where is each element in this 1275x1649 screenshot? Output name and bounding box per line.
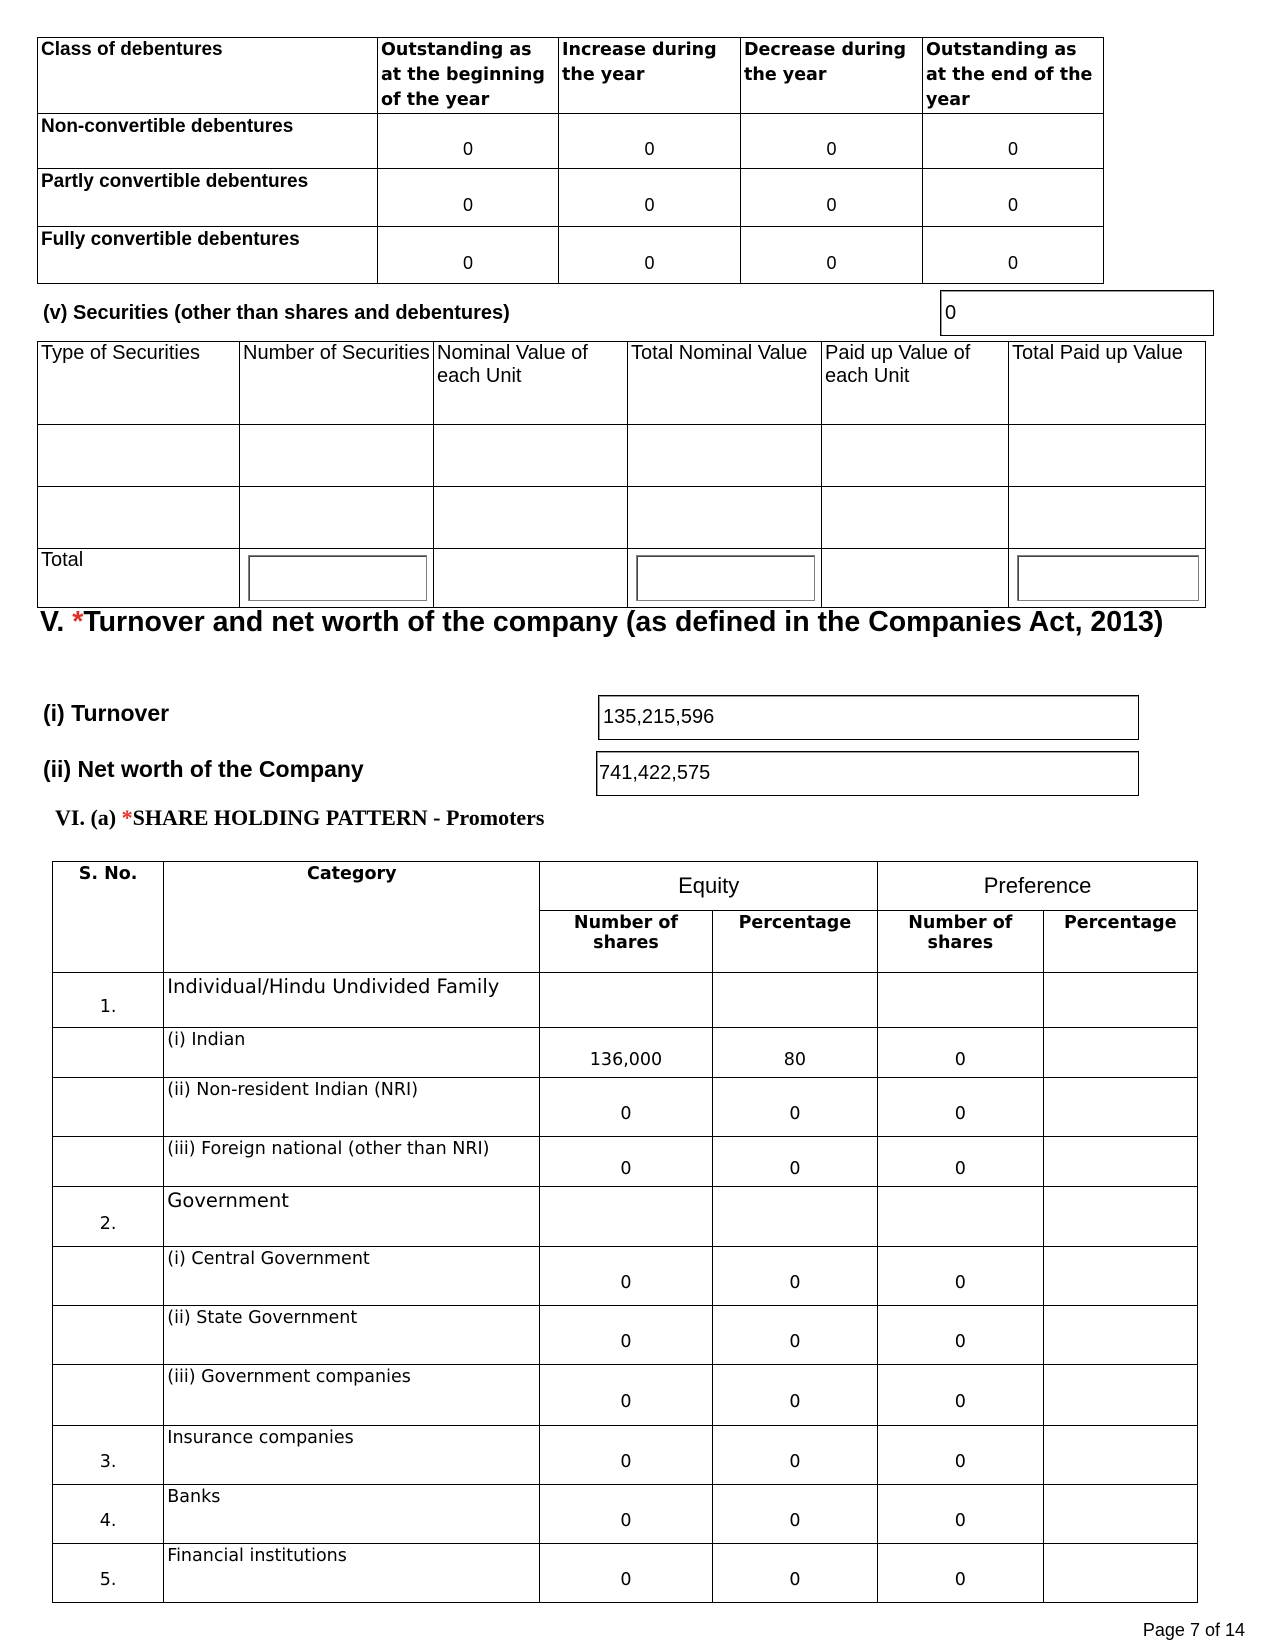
paid-up-value-header: Paid up Value of each Unit — [822, 342, 1009, 425]
equity-percentage-cell: 80 — [712, 1028, 877, 1078]
sno-cell — [53, 1306, 164, 1365]
net-worth-field[interactable]: 741,422,575 — [596, 751, 1139, 796]
sno-cell — [53, 1247, 164, 1306]
debenture-value: 0 — [923, 114, 1104, 169]
turnover-section-heading — [40, 606, 1163, 639]
pref-percentage-cell — [1043, 1426, 1197, 1485]
debenture-value: 0 — [559, 114, 741, 169]
total-paid-up-value-field[interactable] — [1017, 555, 1199, 601]
table-row — [53, 1028, 1198, 1078]
pref-percentage-header: Percentage — [1043, 911, 1197, 973]
sno-cell — [53, 1028, 164, 1078]
securities-cell — [434, 549, 628, 608]
total-nominal-cell — [628, 549, 822, 608]
required-star: * — [121, 805, 133, 830]
equity-percentage-cell: 0 — [712, 1544, 877, 1603]
securities-total-row — [38, 549, 1206, 608]
net-worth-label: (ii) Net worth of the Company — [43, 756, 364, 782]
debenture-class-label: Non-convertible debentures — [38, 114, 378, 169]
equity-percentage-cell: 0 — [712, 1485, 877, 1544]
securities-cell[interactable] — [434, 487, 628, 549]
pref-shares-cell — [878, 1187, 1043, 1247]
sno-cell: 5. — [53, 1544, 164, 1603]
category-cell: Financial institutions — [164, 1544, 540, 1603]
total-nominal-value-header: Total Nominal Value — [628, 342, 822, 425]
sno-cell: 2. — [53, 1187, 164, 1247]
category-cell: (iii) Foreign national (other than NRI) — [164, 1137, 540, 1187]
turnover-field[interactable]: 135,215,596 — [598, 695, 1139, 740]
category-cell: Insurance companies — [164, 1426, 540, 1485]
securities-cell[interactable] — [628, 425, 822, 487]
debenture-value: 0 — [741, 169, 923, 227]
debenture-value: 0 — [378, 169, 559, 227]
table-row — [38, 425, 1206, 487]
equity-shares-cell: 0 — [540, 1544, 712, 1603]
debenture-value: 0 — [741, 227, 923, 284]
turnover-label: (i) Turnover — [43, 700, 170, 726]
debenture-value: 0 — [378, 227, 559, 284]
equity-shares-cell: 0 — [540, 1247, 712, 1306]
equity-percentage-cell: 0 — [712, 1365, 877, 1426]
pref-shares-cell: 0 — [878, 1544, 1043, 1603]
outstanding-beginning-header: Outstanding as at the beginning of the year — [378, 38, 559, 114]
debenture-value: 0 — [923, 169, 1104, 227]
pref-shares-cell: 0 — [878, 1426, 1043, 1485]
debenture-value: 0 — [559, 227, 741, 284]
total-number-cell — [240, 549, 434, 608]
equity-shares-cell — [540, 973, 712, 1028]
total-paid-up-cell — [1009, 549, 1206, 608]
shareholding-heading — [55, 805, 545, 831]
category-cell: Government — [164, 1187, 540, 1247]
pref-shares-cell: 0 — [878, 1306, 1043, 1365]
debenture-class-header: Class of debentures — [38, 38, 378, 114]
debenture-class-label: Fully convertible debentures — [38, 227, 378, 284]
category-header: Category — [164, 862, 540, 973]
table-row — [53, 1365, 1198, 1426]
securities-cell — [822, 549, 1009, 608]
securities-cell[interactable] — [822, 425, 1009, 487]
pref-shares-cell: 0 — [878, 1247, 1043, 1306]
pref-shares-cell: 0 — [878, 1028, 1043, 1078]
table-row — [38, 114, 1104, 169]
equity-percentage-cell — [712, 973, 877, 1028]
securities-cell[interactable] — [434, 425, 628, 487]
debenture-value: 0 — [559, 169, 741, 227]
category-cell: Individual/Hindu Undivided Family — [164, 973, 540, 1028]
nominal-value-header: Nominal Value of each Unit — [434, 342, 628, 425]
pref-percentage-cell — [1043, 1365, 1197, 1426]
outstanding-end-header: Outstanding as at the end of the year — [923, 38, 1104, 114]
pref-percentage-cell — [1043, 1544, 1197, 1603]
pref-percentage-cell — [1043, 1485, 1197, 1544]
number-of-securities-header: Number of Securities — [240, 342, 434, 425]
table-row — [38, 487, 1206, 549]
sno-cell: 4. — [53, 1485, 164, 1544]
securities-table — [37, 341, 1206, 608]
pref-num-shares-header: Number of shares — [878, 911, 1043, 973]
table-row — [53, 1247, 1198, 1306]
total-label: Total — [38, 549, 240, 608]
debenture-value: 0 — [378, 114, 559, 169]
increase-header: Increase during the year — [559, 38, 741, 114]
shareholding-table — [52, 861, 1198, 1603]
table-row — [38, 169, 1104, 227]
equity-percentage-cell: 0 — [712, 1306, 877, 1365]
table-row — [53, 1426, 1198, 1485]
equity-percentage-cell — [712, 1187, 877, 1247]
securities-cell[interactable] — [628, 487, 822, 549]
equity-percentage-header: Percentage — [712, 911, 877, 973]
securities-cell[interactable] — [38, 487, 240, 549]
pref-percentage-cell — [1043, 1137, 1197, 1187]
securities-cell[interactable] — [822, 487, 1009, 549]
section-title: SHARE HOLDING PATTERN - Promoters — [132, 805, 545, 830]
equity-shares-cell: 0 — [540, 1078, 712, 1137]
sno-cell — [53, 1137, 164, 1187]
table-row — [53, 1485, 1198, 1544]
equity-percentage-cell: 0 — [712, 1078, 877, 1137]
equity-num-shares-header: Number of shares — [540, 911, 712, 973]
securities-cell[interactable] — [1009, 425, 1206, 487]
debenture-value: 0 — [741, 114, 923, 169]
table-row — [53, 1187, 1198, 1247]
category-cell: (ii) State Government — [164, 1306, 540, 1365]
pref-percentage-cell — [1043, 1078, 1197, 1137]
debenture-value: 0 — [923, 227, 1104, 284]
category-cell: Banks — [164, 1485, 540, 1544]
table-row — [38, 227, 1104, 284]
pref-shares-cell: 0 — [878, 1078, 1043, 1137]
equity-percentage-cell: 0 — [712, 1137, 877, 1187]
section-number: V. — [40, 606, 73, 638]
pref-shares-cell: 0 — [878, 1485, 1043, 1544]
sno-header: S. No. — [53, 862, 164, 973]
preference-header: Preference — [878, 862, 1198, 911]
pref-percentage-cell — [1043, 973, 1197, 1028]
equity-header: Equity — [540, 862, 878, 911]
table-row — [53, 1078, 1198, 1137]
total-number-field[interactable] — [248, 555, 427, 601]
section-number: VI. (a) — [55, 805, 122, 830]
pref-shares-cell — [878, 973, 1043, 1028]
required-star: * — [72, 606, 84, 638]
pref-shares-cell: 0 — [878, 1365, 1043, 1426]
pref-shares-cell: 0 — [878, 1137, 1043, 1187]
equity-shares-cell — [540, 1187, 712, 1247]
sno-cell: 1. — [53, 973, 164, 1028]
category-cell: (i) Central Government — [164, 1247, 540, 1306]
equity-shares-cell: 136,000 — [540, 1028, 712, 1078]
equity-shares-cell: 0 — [540, 1137, 712, 1187]
equity-percentage-cell: 0 — [712, 1426, 877, 1485]
category-cell: (ii) Non-resident Indian (NRI) — [164, 1078, 540, 1137]
sno-cell — [53, 1365, 164, 1426]
page-number: Page 7 of 14 — [1142, 1620, 1245, 1640]
securities-section-title: (v) Securities (other than shares and debentures) — [43, 302, 510, 324]
section-title: Turnover and net worth of the company (as defined in the Companies Act, 2013) — [83, 606, 1164, 638]
total-nominal-value-field[interactable] — [636, 555, 815, 601]
type-of-securities-header: Type of Securities — [38, 342, 240, 425]
securities-count-field[interactable]: 0 — [940, 290, 1214, 336]
pref-percentage-cell — [1043, 1187, 1197, 1247]
equity-shares-cell: 0 — [540, 1365, 712, 1426]
pref-percentage-cell — [1043, 1028, 1197, 1078]
equity-shares-cell: 0 — [540, 1485, 712, 1544]
table-row — [53, 973, 1198, 1028]
total-paid-up-value-header: Total Paid up Value — [1009, 342, 1206, 425]
pref-percentage-cell — [1043, 1306, 1197, 1365]
category-cell: (i) Indian — [164, 1028, 540, 1078]
pref-percentage-cell — [1043, 1247, 1197, 1306]
decrease-header: Decrease during the year — [741, 38, 923, 114]
table-row — [53, 1137, 1198, 1187]
debentures-table — [37, 37, 1104, 284]
category-cell: (iii) Government companies — [164, 1365, 540, 1426]
securities-cell[interactable] — [240, 425, 434, 487]
debenture-class-label: Partly convertible debentures — [38, 169, 378, 227]
securities-cell[interactable] — [1009, 487, 1206, 549]
equity-shares-cell: 0 — [540, 1306, 712, 1365]
sno-cell — [53, 1078, 164, 1137]
equity-percentage-cell: 0 — [712, 1247, 877, 1306]
securities-cell[interactable] — [240, 487, 434, 549]
table-row — [53, 1544, 1198, 1603]
securities-cell[interactable] — [38, 425, 240, 487]
equity-shares-cell: 0 — [540, 1426, 712, 1485]
table-row — [53, 1306, 1198, 1365]
sno-cell: 3. — [53, 1426, 164, 1485]
